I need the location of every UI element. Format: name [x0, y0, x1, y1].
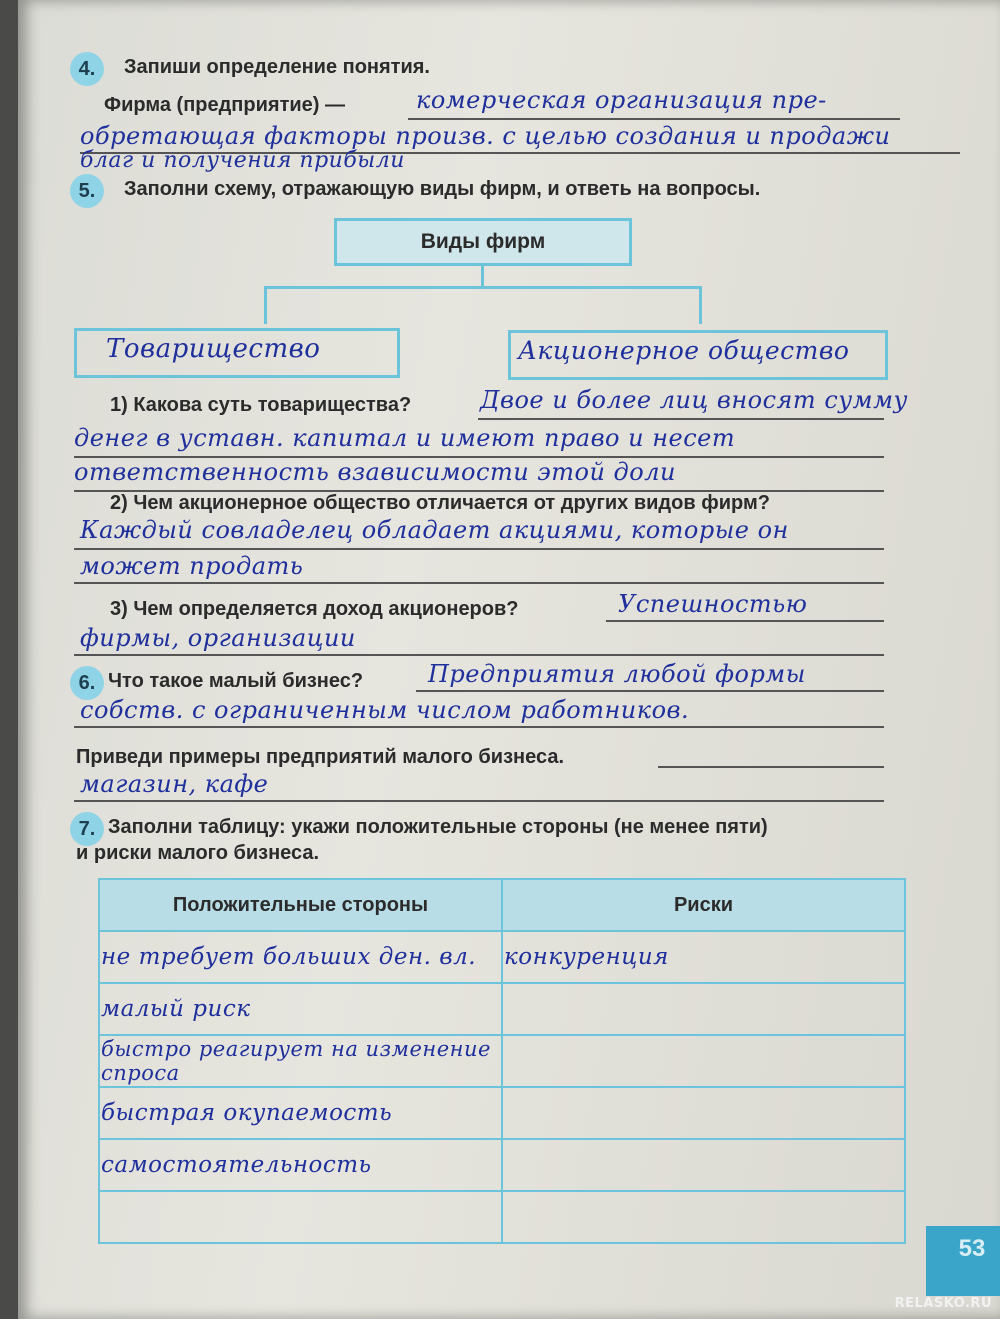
- table-row: [99, 931, 905, 983]
- table-cell: [99, 1035, 502, 1087]
- diagram-connector: [699, 286, 702, 324]
- answer-rule: [478, 418, 884, 420]
- answer-rule: [408, 118, 900, 120]
- table-cell: [99, 983, 502, 1035]
- table-cell: [502, 931, 905, 983]
- question-2-answer-line-2: может продать: [80, 552, 304, 580]
- cell-text: не требует больших ден. вл.: [101, 944, 477, 970]
- table-cell: [502, 1087, 905, 1139]
- table-row: [99, 1139, 905, 1191]
- task-4-answer-line-2: обретающая факторы произв. с целью создания и продажи: [80, 122, 891, 150]
- task-4-prompt: Запиши определение понятия.: [124, 56, 430, 78]
- diagram-root-box: Виды фирм: [334, 218, 632, 266]
- table-cell: [99, 1191, 502, 1243]
- diagram-left-answer: Товарищество: [106, 334, 321, 364]
- question-2: 2) Чем акционерное общество отличается от других видов фирм?: [110, 492, 770, 514]
- task-6-prompt: Что такое малый бизнес?: [108, 670, 364, 692]
- task-6-answer-line-1: Предприятия любой формы: [428, 660, 806, 688]
- table-cell: [99, 1139, 502, 1191]
- task-4-answer-line-3: благ и получения прибыли: [80, 148, 405, 173]
- table-cell: [502, 1139, 905, 1191]
- table-row: [99, 1087, 905, 1139]
- cell-text: конкуренция: [504, 944, 669, 970]
- answer-rule: [74, 800, 884, 802]
- question-3-answer-line-2: фирмы, организации: [80, 624, 356, 652]
- table-cell: [99, 1087, 502, 1139]
- question-1-answer-line-3: ответственность взависимости этой доли: [74, 458, 676, 486]
- table-row: [99, 1191, 905, 1243]
- question-1-answer-line-1: Двое и более лиц вносят сумму: [480, 386, 908, 414]
- cell-text: малый риск: [101, 996, 251, 1022]
- cell-text: быстро реагирует на изменение спроса: [101, 1037, 491, 1085]
- task-5-number: 5.: [70, 174, 104, 208]
- task-4-term: Фирма (предприятие) —: [104, 94, 345, 116]
- diagram-right-answer: Акционерное общество: [518, 336, 850, 365]
- task-7-prompt-line-2: и риски малого бизнеса.: [76, 842, 320, 864]
- question-3: 3) Чем определяется доход акционеров?: [110, 598, 519, 620]
- task-6-number: 6.: [70, 666, 104, 700]
- task-7-number: 7.: [70, 812, 104, 846]
- diagram-connector: [264, 286, 702, 289]
- answer-rule: [74, 726, 884, 728]
- question-1: 1) Какова суть товарищества?: [110, 394, 412, 416]
- answer-rule: [606, 620, 884, 622]
- answer-rule: [658, 766, 884, 768]
- task-5-prompt: Заполни схему, отражающую виды фирм, и ответь на вопросы.: [124, 178, 761, 200]
- header-risks: Риски: [502, 879, 905, 931]
- task-4-answer-line-1: комерческая организация пре-: [416, 86, 827, 114]
- table-cell: [502, 1035, 905, 1087]
- question-2-answer-line-1: Каждый совладелец обладает акциями, которые он: [80, 516, 789, 544]
- answer-rule: [74, 582, 884, 584]
- question-3-answer-line-1: Успешностью: [618, 590, 808, 618]
- table-cell: [502, 1191, 905, 1243]
- workbook-page: [18, 0, 1000, 1319]
- cell-text: быстрая окупаемость: [101, 1100, 393, 1126]
- header-positive: Положительные стороны: [99, 879, 502, 931]
- answer-rule: [416, 690, 884, 692]
- task-7-prompt-line-1: Заполни таблицу: укажи положительные стороны (не менее пяти): [108, 816, 768, 838]
- table-cell: [99, 931, 502, 983]
- task-6-answer-line-2: собств. с ограниченным числом работников.: [80, 696, 690, 724]
- task-6-examples-prompt: Приведи примеры предприятий малого бизнеса.: [76, 746, 564, 768]
- question-1-answer-line-2: денег в уставн. капитал и имеют право и несет: [74, 424, 736, 452]
- answer-rule: [74, 654, 884, 656]
- table-row: [99, 1035, 905, 1087]
- diagram-connector: [481, 266, 484, 288]
- task-7-table: [98, 878, 906, 1244]
- watermark: RELASKO.RU: [894, 1296, 992, 1311]
- table-cell: [502, 983, 905, 1035]
- cell-text: самостоятельность: [101, 1152, 372, 1178]
- diagram-connector: [264, 286, 267, 324]
- answer-rule: [74, 548, 884, 550]
- task-4-number: 4.: [70, 52, 104, 86]
- table-header-row: [99, 879, 905, 931]
- table-row: [99, 983, 905, 1035]
- task-6-examples-answer: магазин, кафе: [80, 770, 269, 798]
- page-number: 53: [926, 1226, 1000, 1296]
